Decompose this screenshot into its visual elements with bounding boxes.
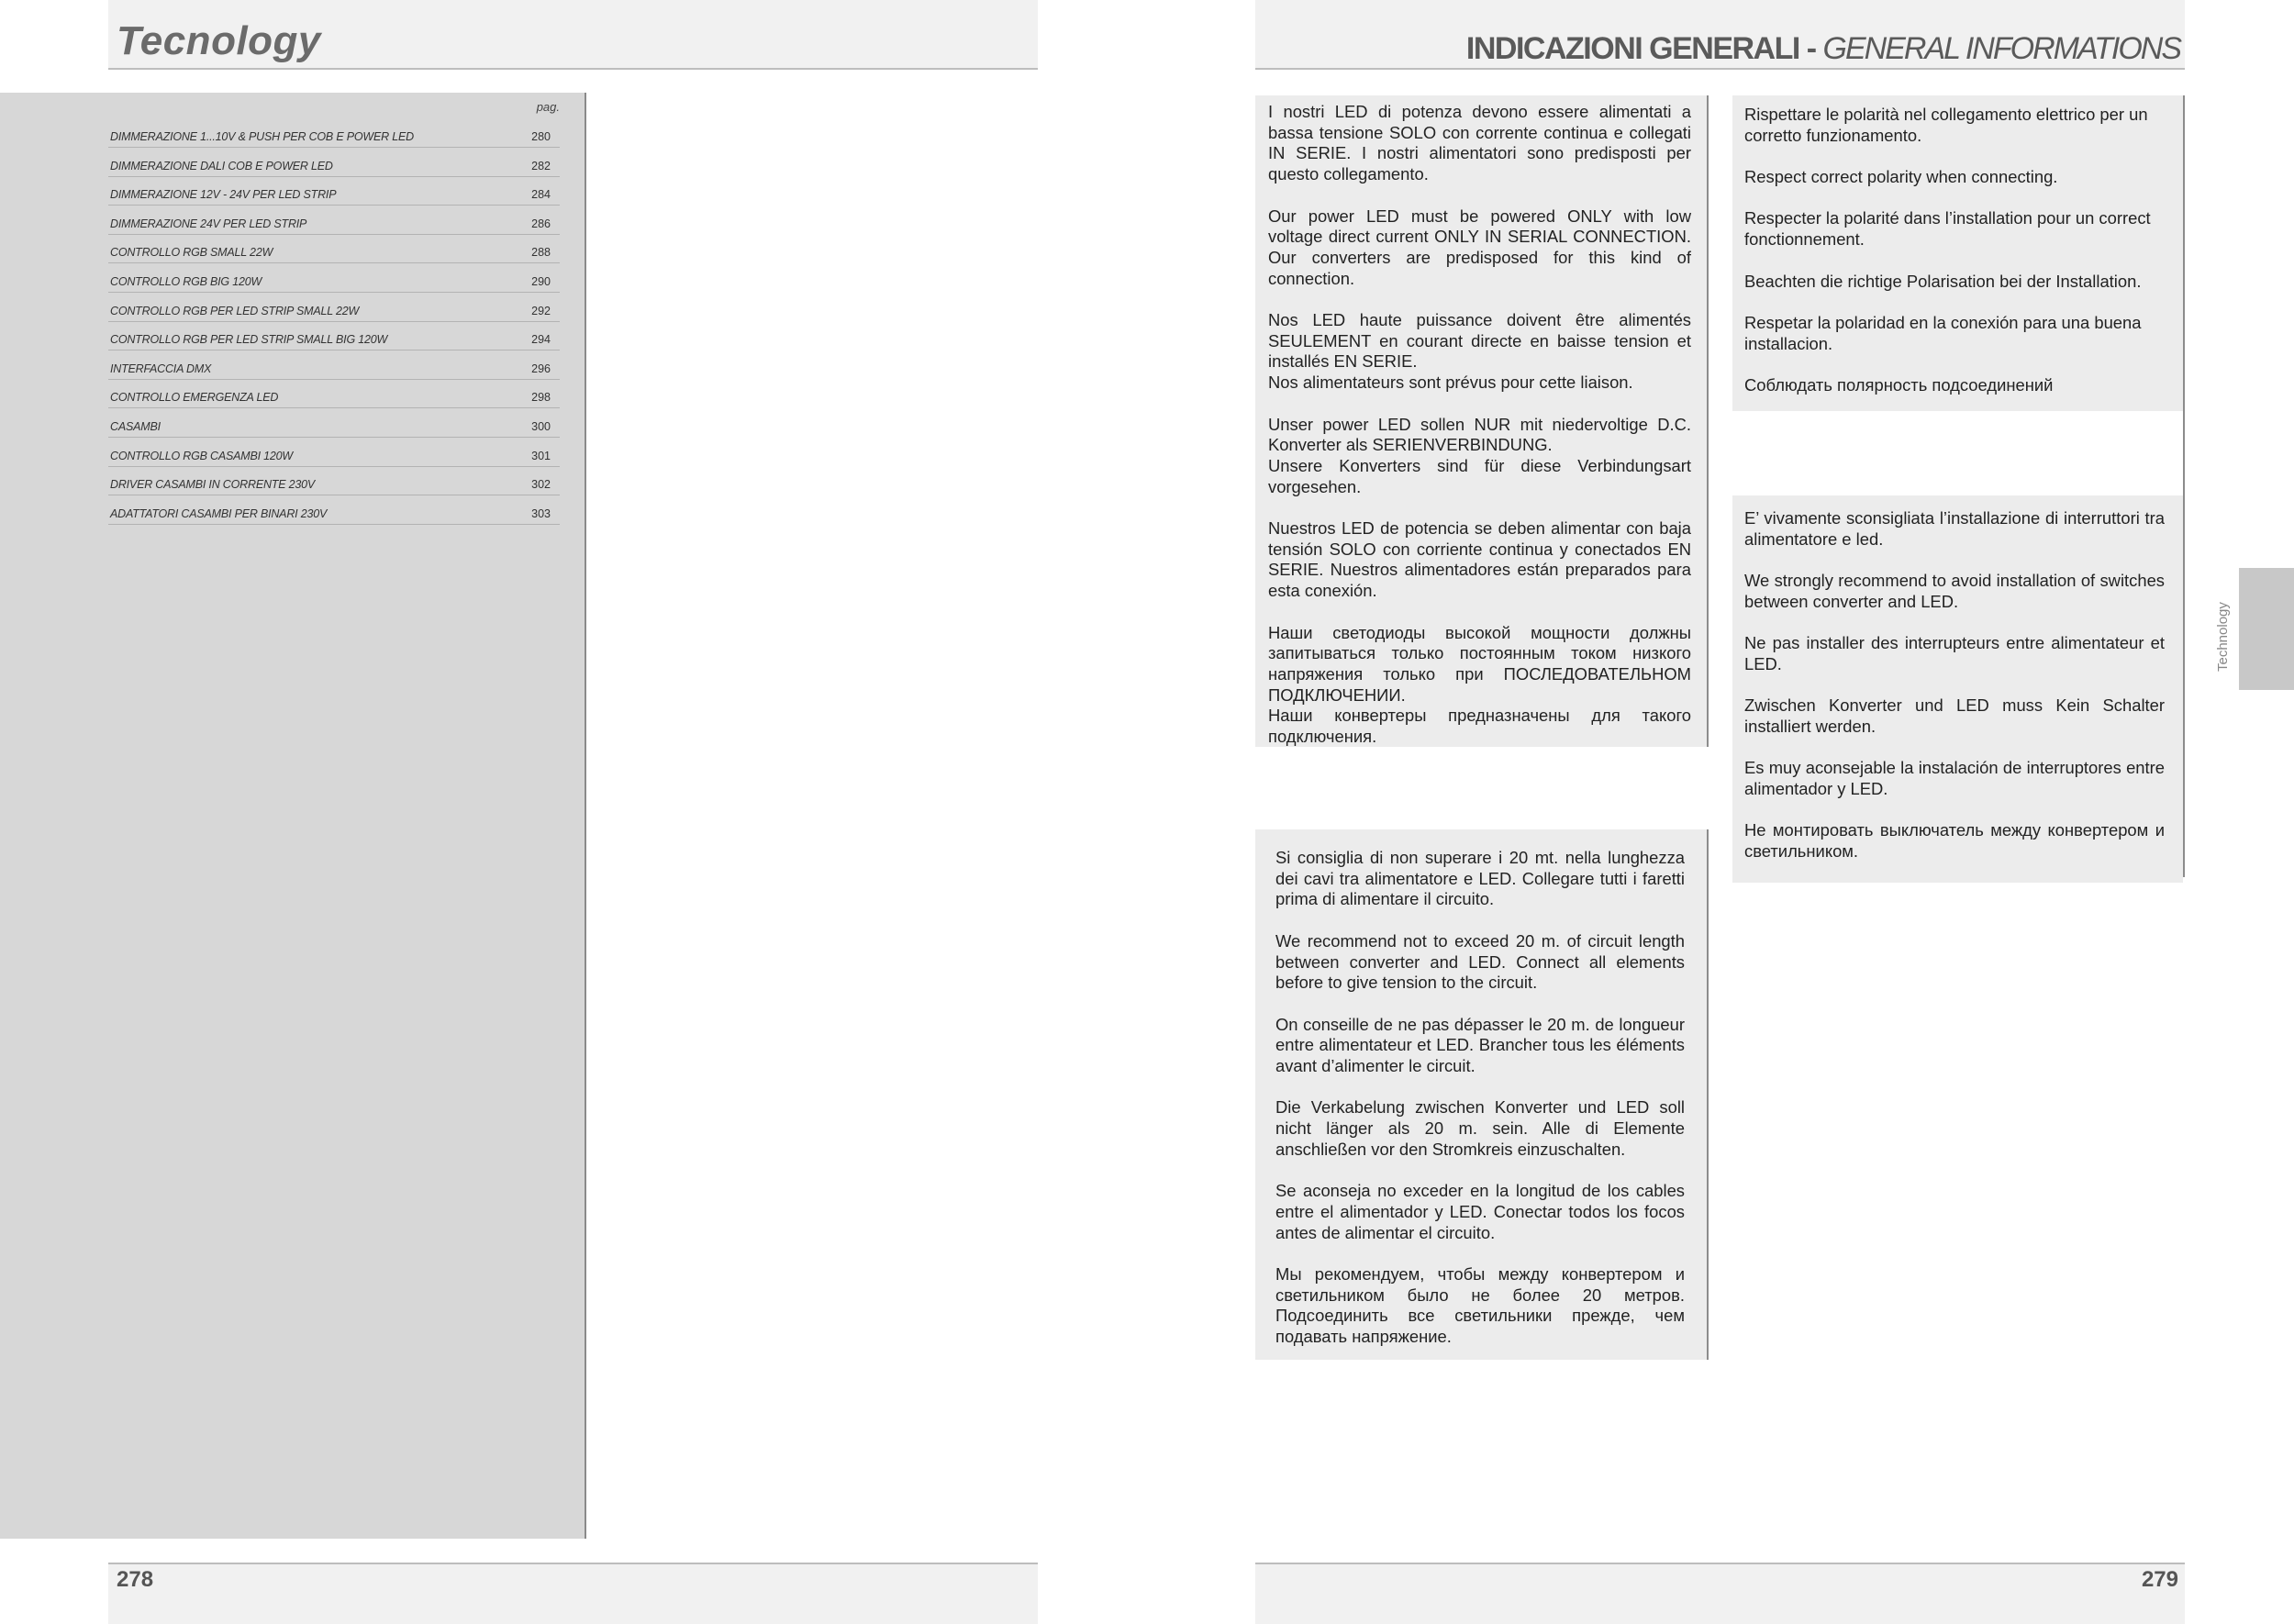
index-list [108,118,560,531]
index-row-page: 290 [531,275,551,288]
paragraph: We strongly recommend to avoid installation of switches between converter and LED. [1744,571,2165,611]
index-row [108,466,560,495]
side-tab [2239,568,2294,690]
index-row [108,206,560,235]
index-row-label: CONTROLLO EMERGENZA LED [110,391,279,405]
paragraph: Наши светодиоды высокой мощности должны запитываться только постоянным током низкого напряжения только при ПОСЛЕДОВАТЕЛЬНОМ ПОДКЛЮЧЕНИИ. Наши конвертеры предназначены для такого подключения. [1268,622,1691,747]
index-row-page: 296 [531,362,551,375]
title-italian: INDICAZIONI GENERALI - [1465,31,1823,66]
index-row [108,148,560,177]
index-row [108,234,560,263]
index-row-page: 288 [531,246,551,260]
box-cables-divider [1707,829,1709,1360]
index-row-label: DRIVER CASAMBI IN CORRENTE 230V [110,478,316,492]
index-page-header: pag. [536,100,560,114]
index-panel [0,93,586,1539]
right-page-number: 279 [2141,1567,2178,1592]
index-row-page: 303 [531,506,551,520]
index-row [108,321,560,350]
index-row-label: DIMMERAZIONE DALI COB E POWER LED [110,159,333,172]
left-page-title: Tecnology [117,18,321,63]
index-row-label: ADATTATORI CASAMBI PER BINARI 230V [110,506,328,520]
paragraph: Respetar la polaridad en la conexión para una buena installacion. [1744,312,2142,353]
index-row [108,350,560,380]
paragraph: We recommend not to exceed 20 m. of circuit length between converter and LED. Connect all elements before to give tension to the circuit. [1275,930,1685,993]
index-row [108,293,560,322]
paragraph: Es muy aconsejable la instalación de interruptores entre alimentador y LED. [1744,758,2165,799]
paragraph: Unser power LED sollen NUR mit niedervoltige D.C. Konverter als SERIENVERBINDUNG. Unsere Konverters sind für diese Verbindungsart vorgesehen. [1268,414,1691,496]
paragraph: On conseille de ne pas dépasser le 20 m. de longueur entre alimentateur et LED. Brancher tous les éléments avant d’alimenter le circuit. [1275,1014,1685,1075]
paragraph: Our power LED must be powered ONLY with low voltage direct current ONLY IN SERIAL CONNECTION. Our converters are predisposed for this kind of connection. [1268,206,1691,288]
paragraph: Rispettare le polarità nel collegamento elettrico per un corretto funzionamento. [1744,105,2148,145]
index-row [108,408,560,438]
side-tab-label: Technology [2215,602,2231,672]
left-page-number: 278 [117,1567,154,1592]
left-footer-bar [108,1563,1038,1624]
index-row-page: 302 [531,478,551,492]
index-row [108,495,560,525]
paragraph: Se aconseja no exceder en la longitud de los cables entre el alimentador y LED. Conectar todos los focos antes de alimentar el circuito. [1275,1181,1685,1242]
title-english: GENERAL INFORMATIONS [1822,31,2180,66]
index-row-page: 300 [531,420,551,433]
index-row [108,118,560,148]
box-cable-length [1255,829,1707,1360]
paragraph: Beachten die richtige Polarisation bei der Installation. [1744,271,2142,291]
paragraph: Соблюдать полярность подсоединений [1744,375,2054,395]
index-row-label: DIMMERAZIONE 24V PER LED STRIP [110,217,307,230]
box-polarity [1732,95,2183,411]
index-row-page: 282 [531,159,551,172]
right-page-divider [2183,95,2185,877]
index-row [108,263,560,293]
index-row-label: INTERFACCIA DMX [110,362,212,375]
paragraph: Nos LED haute puissance doivent être alimentés SEULEMENT en courant directe en baisse tension et installés EN SERIE. Nos alimentateurs sont prévus pour cette liaison. [1268,310,1691,393]
paragraph: Не монтировать выключатель между конвертером и светильником. [1744,820,2165,862]
index-row-label: CASAMBI [110,420,161,433]
paragraph: Ne pas installer des interrupteurs entre alimentateur et LED. [1744,633,2165,673]
paragraph: Respect correct polarity when connecting. [1744,167,2058,187]
index-row-page: 286 [531,217,551,230]
box-switches [1732,495,2183,883]
paragraph: Nuestros LED de potencia se deben alimentar con baja tensión SOLO con corriente continua y conectados EN SERIE. Nuestros alimentadores están preparados para esta conexión. [1268,518,1691,601]
box-switches-text [1744,508,2165,862]
paragraph: Мы рекомендуем, чтобы между конвертером и светильником было не более 20 метров. Подсоединить все светильники прежде, чем подавать напряжение. [1275,1263,1685,1347]
index-row-page: 284 [531,188,551,202]
index-row-label: DIMMERAZIONE 12V - 24V PER LED STRIP [110,188,337,202]
box-polarity-text [1744,105,2165,396]
paragraph: Die Verkabelung zwischen Konverter und LED soll nicht länger als 20 m. sein. Alle di Elemente anschließen vor den Stromkreis einzuschalten. [1275,1097,1685,1159]
index-row [108,176,560,206]
index-row [108,438,560,467]
box-series-text [1268,102,1691,748]
paragraph: Si consiglia di non superare i 20 mt. nella lunghezza dei cavi tra alimentatore e LED. Collegare tutti i faretti prima di alimentare il circuito. [1275,848,1685,909]
index-row-label: CONTROLLO RGB SMALL 22W [110,246,273,260]
right-page-title [1466,31,2180,67]
paragraph: Zwischen Konverter und LED muss Kein Schalter installiert werden. [1744,695,2165,736]
index-row [108,379,560,408]
box-series-connection [1255,95,1707,747]
index-row-page: 298 [531,391,551,405]
right-footer-bar [1255,1563,2185,1624]
box-series-divider [1707,95,1709,747]
index-row-label: DIMMERAZIONE 1...10V & PUSH PER COB E POWER LED [110,130,414,143]
index-row-label: CONTROLLO RGB BIG 120W [110,275,262,288]
index-row-label: CONTROLLO RGB CASAMBI 120W [110,449,294,462]
index-row-page: 280 [531,130,551,143]
index-row-label: CONTROLLO RGB PER LED STRIP SMALL BIG 120W [110,333,388,347]
index-row-page: 292 [531,304,551,317]
index-row-label: CONTROLLO RGB PER LED STRIP SMALL 22W [110,304,360,317]
paragraph: E’ vivamente sconsigliata l’installazione di interruttori tra alimentatore e led. [1744,508,2165,549]
index-row-page: 294 [531,333,551,347]
box-cables-text [1275,848,1685,1348]
index-row-page: 301 [531,449,551,462]
paragraph: I nostri LED di potenza devono essere alimentati a bassa tensione SOLO con corrente continua e collegati IN SERIE. I nostri alimentatori sono predisposti per questo collegamento. [1268,102,1691,184]
paragraph: Respecter la polarité dans l’installation pour un correct fonctionnement. [1744,208,2151,250]
